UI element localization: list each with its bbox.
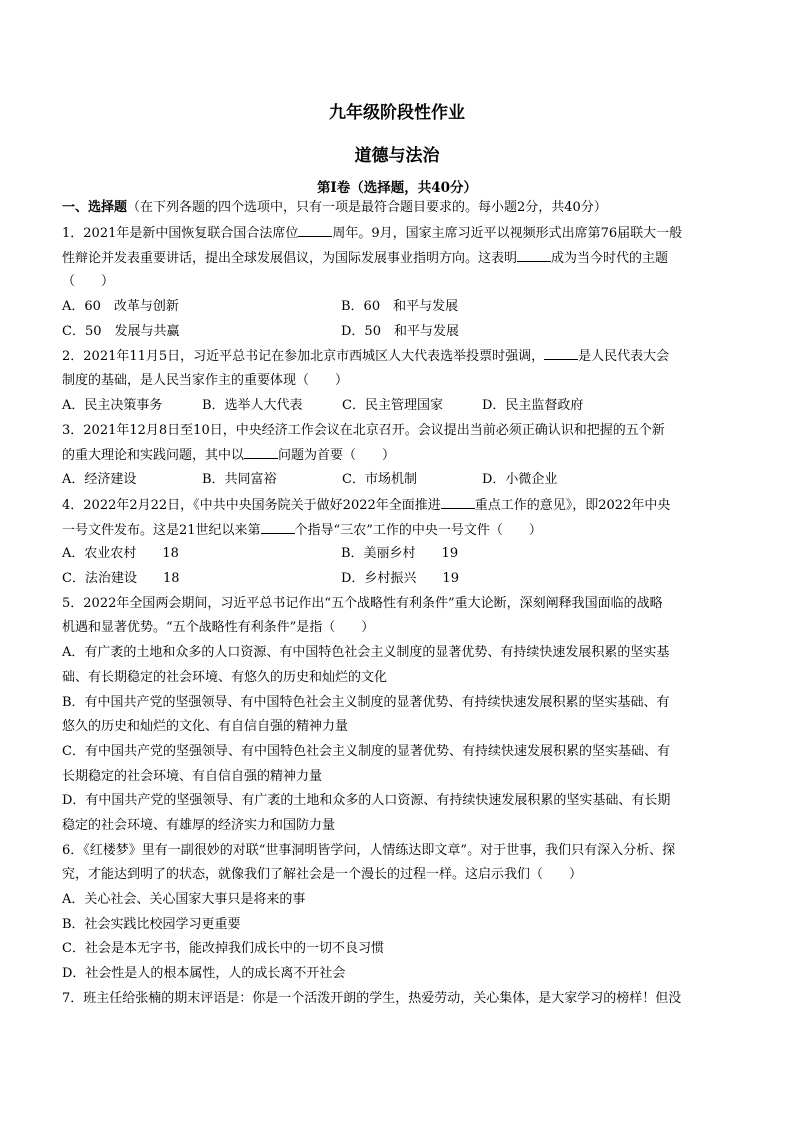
q4-line-1 — [62, 496, 738, 515]
q2-option-b: B．选举人大代表 — [202, 398, 303, 413]
q4-option-a: A．农业农村 18 — [62, 546, 179, 561]
q1-text: 性辩论并发表重要讲话，提出全球发展倡议，为国际发展事业指明方向。这表明 — [62, 251, 518, 266]
q5-option-a-line-1: A．有广袤的土地和众多的人口资源、有中国特色社会主义制度的显著优势、有持续快速发展积累的坚实基 — [62, 645, 670, 660]
q4-line-2 — [62, 521, 738, 540]
q1-text: 周年。9月，国家主席习近平以视频形式出席第76届联大一般 — [332, 226, 683, 241]
answer-blank — [441, 496, 475, 509]
q3-option-d: D．小微企业 — [482, 472, 558, 487]
q1-text: 成为当今时代的主题 — [551, 251, 669, 266]
q3-line-2 — [62, 446, 738, 465]
q2-text: 是人民代表大会 — [578, 349, 670, 364]
q6-line-2: 究，才能达到明了的状态，就像我们了解社会是一个漫长的过程一样。这启示我们（ ） — [62, 867, 583, 882]
q6-option-a: A．关心社会、关心国家大事只是将来的事 — [62, 892, 306, 907]
q2-option-d: D．民主监督政府 — [482, 398, 584, 413]
answer-blank — [517, 249, 551, 262]
q4-text: 一号文件发布。这是21世纪以来第 — [62, 523, 261, 538]
q6-line-1: 6．《红楼梦》里有一副很妙的对联“世事洞明皆学问，人情练达即文章”。对于世事，我们只有深入分析、探 — [62, 843, 676, 858]
q7-line-1: 7．班主任给张楠的期末评语是：你是一个活泼开朗的学生，热爱劳动，关心集体，是大家学习的榜样！但没 — [62, 991, 682, 1006]
q3-option-a: A．经济建设 — [62, 472, 137, 487]
q4-text: 4．2022年2月22日，《中共中央国务院关于做好2022年全面推进 — [62, 498, 441, 513]
q5-option-d-line-1: D．有中国共产党的坚强领导、有广袤的土地和众多的人口资源、有持续快速发展积累的坚实基础、有长期 — [62, 793, 671, 808]
q4-text: 个指导“三农”工作的中央一号文件（ ） — [294, 523, 542, 538]
q1-text: 1．2021年是新中国恢复联合国合法席位 — [62, 226, 299, 241]
q3-text: 问题为首要（ ） — [278, 448, 396, 463]
answer-blank — [544, 347, 578, 360]
q4-option-d: D．乡村振兴 19 — [341, 571, 459, 586]
q5-option-b-line-2: 悠久的历史和灿烂的文化、有自信自强的精神力量 — [62, 719, 349, 734]
answer-blank — [298, 224, 332, 237]
q6-option-b: B．社会实践比校园学习更重要 — [62, 917, 241, 932]
q5-option-c-line-1: C．有中国共产党的坚强领导、有中国特色社会主义制度的显著优势、有持续快速发展积累的坚实基础、有 — [62, 744, 670, 759]
q3-line-1: 3．2021年12月8日至10日，中央经济工作会议在北京召开。会议提出当前必须正确认识和把握的五个新 — [62, 423, 665, 438]
q3-option-b: B．共同富裕 — [202, 472, 277, 487]
q1-option-c: C．50 发展与共赢 — [62, 324, 180, 339]
q6-option-d: D．社会性是人的根本属性，人的成长离不开社会 — [62, 966, 346, 981]
answer-blank — [244, 446, 278, 459]
q4-option-b: B．美丽乡村 19 — [341, 546, 459, 561]
subject-title: 道德与法治 — [354, 146, 440, 166]
q1-line-2 — [62, 249, 738, 268]
q3-text: 的重大理论和实践问题，其中以 — [62, 448, 245, 463]
q1-option-a: A．60 改革与创新 — [62, 299, 179, 314]
q5-option-d-line-2: 稳定的社会环境、有雄厚的经济实力和国防力量 — [62, 818, 336, 833]
q2-line-1 — [62, 347, 738, 366]
part-title: 第Ⅰ卷（选择题，共40分） — [316, 180, 478, 196]
q2-option-a: A．民主决策事务 — [62, 398, 163, 413]
q5-line-2: 机遇和显著优势。“五个战略性有利条件”是指（ ） — [62, 620, 375, 635]
q5-option-c-line-2: 长期稳定的社会环境、有自信自强的精神力量 — [62, 769, 323, 784]
q1-line-1 — [62, 224, 738, 243]
q4-text: 重点工作的意见》，即2022年中央 — [474, 498, 671, 513]
exam-title: 九年级阶段性作业 — [329, 103, 465, 123]
q5-option-b-line-1: B．有中国共产党的坚强领导、有中国特色社会主义制度的显著优势、有持续快速发展积累的坚实基础、有 — [62, 695, 670, 710]
section-instruction: （在下列各题的四个选项中，只有一项是最符合题目要求的。每小题2分，共40分） — [127, 200, 607, 215]
q1-option-b: B．60 和平与发展 — [341, 299, 459, 314]
q2-text: 2．2021年11月5日，习近平总书记在参加北京市西城区人大代表选举投票时强调， — [62, 349, 545, 364]
q5-line-1: 5．2022年全国两会期间，习近平总书记作出“五个战略性有利条件”重大论断，深刻阐释我国面临的战略 — [62, 596, 663, 611]
section-heading: 一、选择题 — [62, 200, 128, 215]
q1-option-d: D．50 和平与发展 — [341, 324, 459, 339]
q2-option-c: C．民主管理国家 — [342, 398, 443, 413]
answer-blank — [261, 521, 295, 534]
q5-option-a-line-2: 础、有长期稳定的社会环境、有悠久的历史和灿烂的文化 — [62, 670, 388, 685]
q6-option-c: C．社会是本无字书，能改掉我们成长中的一切不良习惯 — [62, 941, 384, 956]
q3-option-c: C．市场机制 — [342, 472, 417, 487]
q4-option-c: C．法治建设 18 — [62, 571, 180, 586]
section-heading-line — [62, 199, 738, 217]
q1-line-3: （ ） — [62, 274, 115, 289]
q2-line-2: 制度的基础，是人民当家作主的重要体现（ ） — [62, 373, 349, 388]
